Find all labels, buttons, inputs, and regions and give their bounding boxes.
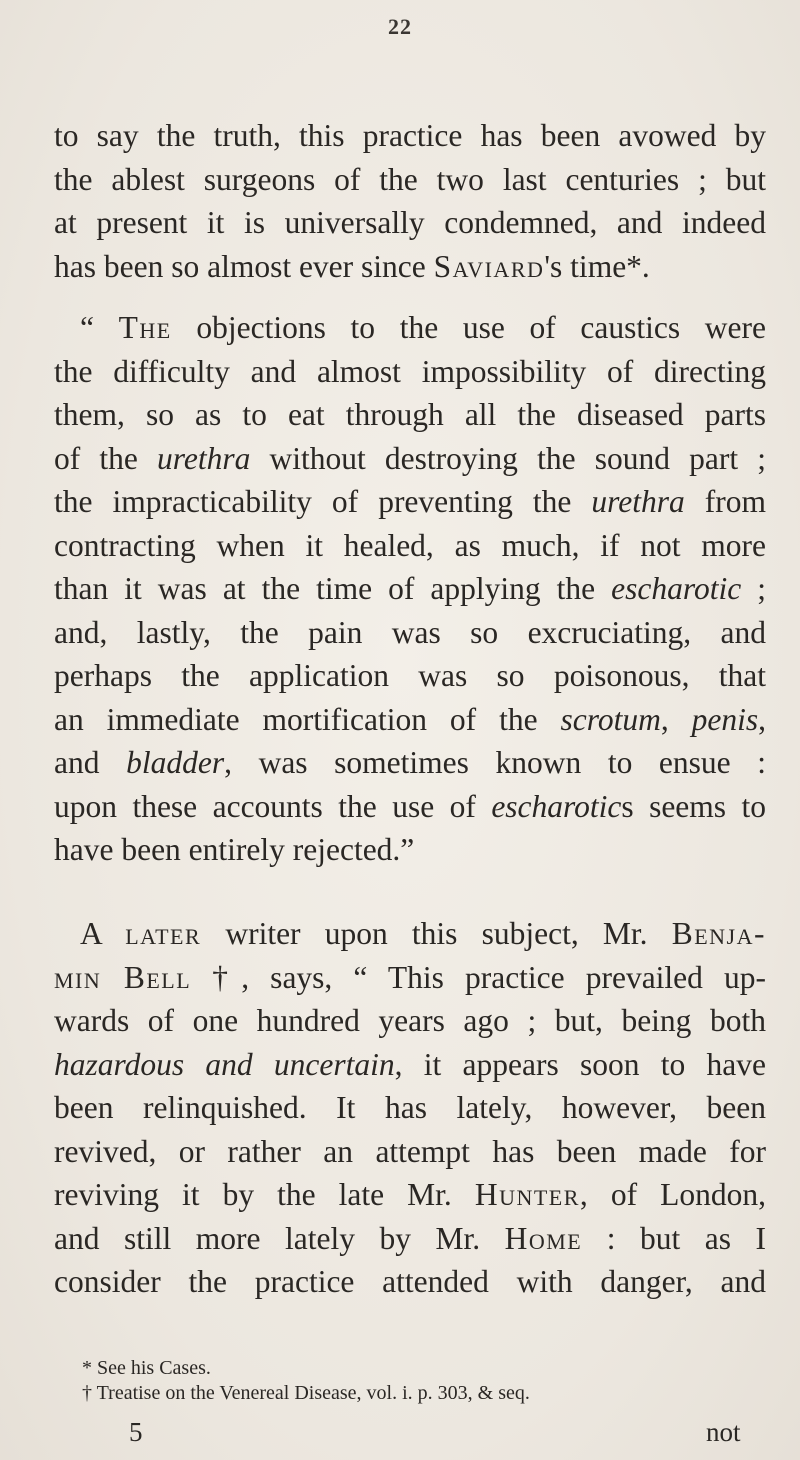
text-line: an immediate mortification of the scrotum, penis, [54,701,766,737]
text-line: A later writer upon this subject, Mr. Benja- [80,916,766,951]
text-line: upon these accounts the use of escharotics seems to [54,788,766,824]
catchword: not [706,1417,741,1447]
text-line: “ The objections to the use of caustics were [80,310,766,345]
text-line: the impracticability of preventing the urethra from [54,484,766,519]
paragraph-1 [54,114,766,288]
text-line: the ablest surgeons of the two last centuries ; but [54,161,766,197]
footnote: * See his Cases. [82,1357,211,1379]
text-line: of the urethra without destroying the sound part ; [54,440,766,476]
text-line: min Bell †, says, “ This practice prevailed up- [54,959,766,995]
text-line: been relinquished. It has lately, however, been [54,1090,766,1125]
text-line: and still more lately by Mr. Home : but as I [54,1220,766,1256]
text-line: at present it is universally condemned, and indeed [54,205,766,240]
signature-mark: 5 [129,1417,143,1447]
paragraph-2 [54,306,766,872]
page-foot [0,1417,800,1451]
footnote: † Treatise on the Venereal Disease, vol. i. p. 303, & seq. [82,1382,530,1404]
footnotes [82,1356,772,1406]
text-line: and, lastly, the pain was so excruciating, and [54,614,766,650]
text-line: the difficulty and almost impossibility of directing [54,353,766,389]
text-line: contracting when it healed, as much, if not more [54,527,766,563]
text-line: hazardous and uncertain, it appears soon to have [54,1046,766,1082]
text-line: has been so almost ever since Saviard's time*. [54,248,650,284]
page-number: 22 [388,14,412,39]
text-line: revived, or rather an attempt has been made for [54,1133,766,1169]
text-line: than it was at the time of applying the escharotic ; [54,571,766,606]
text-line: to say the truth, this practice has been avowed by [54,118,766,153]
text-line: reviving it by the late Mr. Hunter, of London, [54,1177,766,1212]
text-line: have been entirely rejected.” [54,832,415,867]
text-line: wards of one hundred years ago ; but, being both [54,1003,766,1038]
text-line: them, so as to eat through all the diseased parts [54,397,766,432]
text-line: perhaps the application was so poisonous, that [54,658,766,693]
text-line: and bladder, was sometimes known to ensue : [54,745,766,780]
text-line: consider the practice attended with danger, and [54,1264,766,1299]
paragraph-3 [54,912,766,1304]
